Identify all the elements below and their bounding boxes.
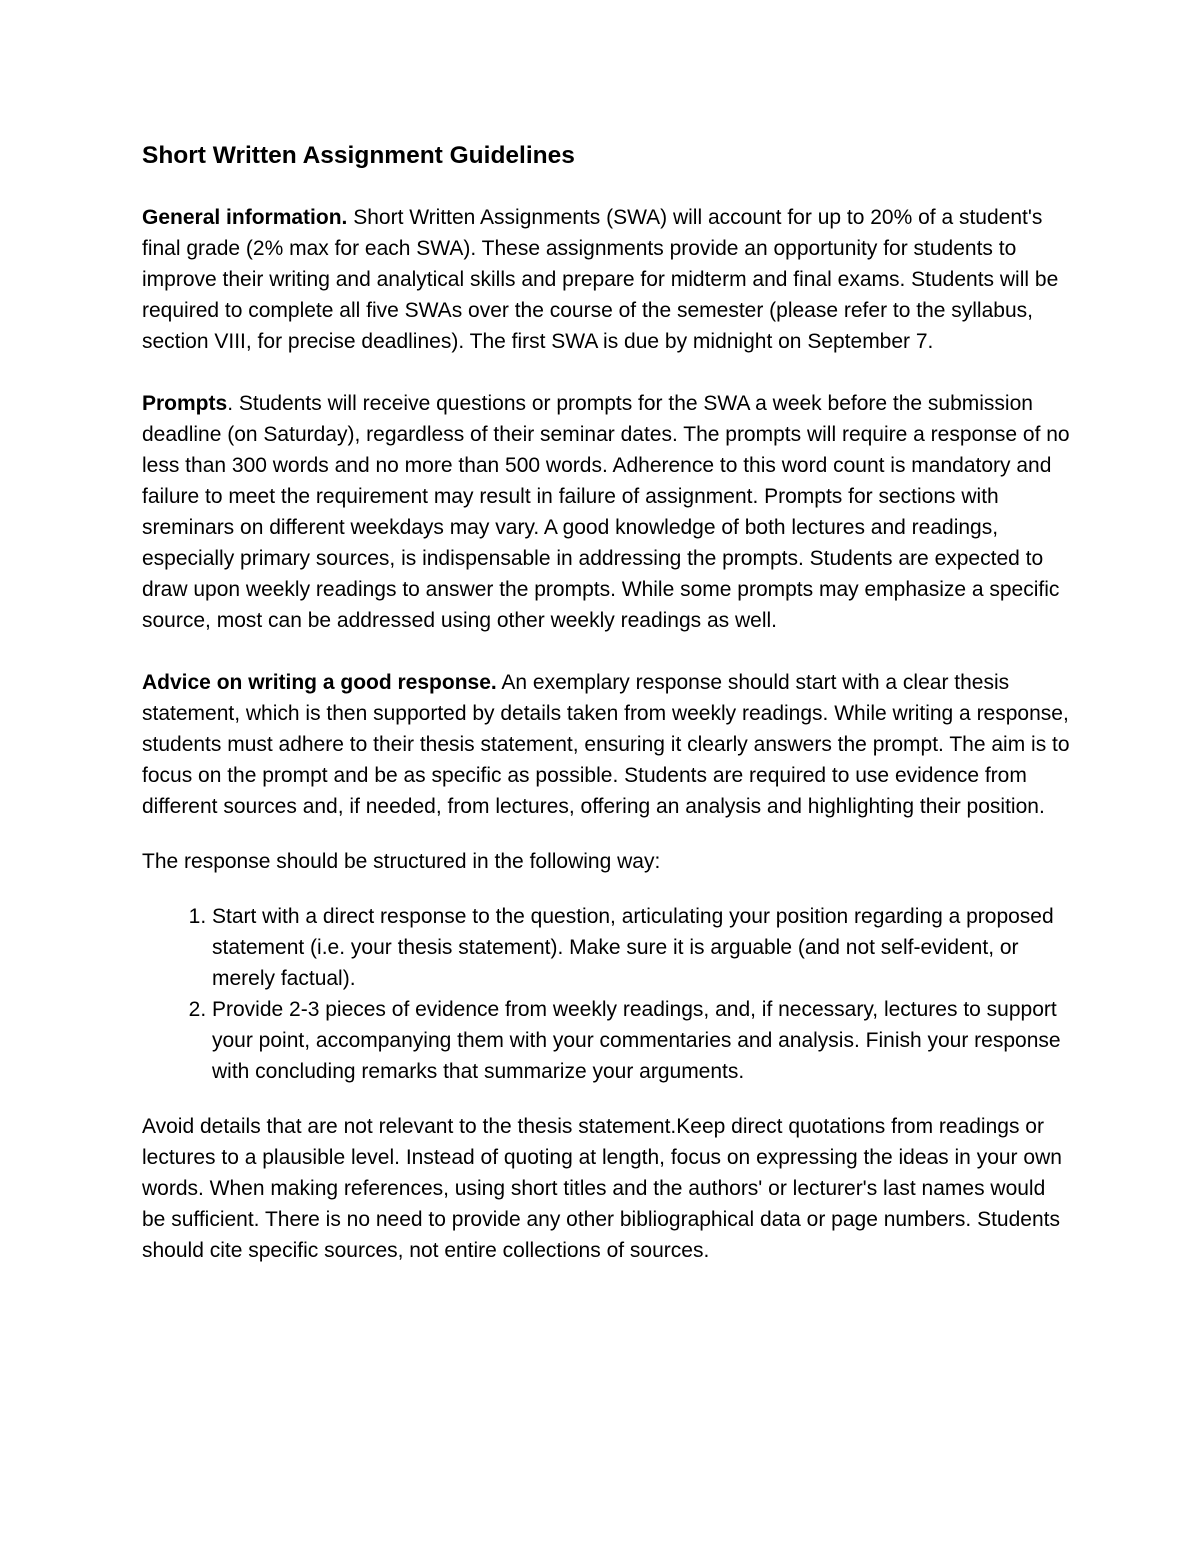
general-information-heading: General information. (142, 206, 348, 229)
page-title: Short Written Assignment Guidelines (142, 142, 575, 169)
closing-paragraph: Avoid details that are not relevant to the thesis statement.Keep direct quotations from readings or lectures to a plausible level. Instead of quoting at length, focus on expressing the ideas in your own words. When making references, using short titles and the authors' or lecturer's last names would be sufficient. There is no need to provide any other bibliographical data or page numbers. Students should cite specific sources, not entire collections of sources. (142, 1115, 1062, 1262)
advice-text: An exemplary response should start with a clear thesis statement, which is then supported by details taken from weekly readings. While writing a response, students must adhere to their thesis statement, ensuring it clearly answers the prompt. The aim is to focus on the prompt and be as specific as possible. Students are required to use evidence from different sources and, if needed, from lectures, offering an analysis and highlighting their position. (142, 671, 1070, 818)
advice-heading: Advice on writing a good response. (142, 671, 497, 694)
prompts-text: . Students will receive questions or prompts for the SWA a week before the submission deadline (on Saturday), regardless of their seminar dates. The prompts will require a response of no less than 300 words and no more than 500 words. Adherence to this word count is mandatory and failure to meet the requirement may result in failure of assignment. Prompts for sections with sreminars on different weekdays may vary. A good knowledge of both lectures and readings, especially primary sources, is indispensable in addressing the prompts. Students are expected to draw upon weekly readings to answer the prompts. While some prompts may emphasize a specific source, most can be addressed using other weekly readings as well. (142, 392, 1070, 632)
advice-paragraph (142, 667, 1072, 822)
list-item: 1. Start with a direct response to the question, articulating your position regarding a proposed statement (i.e. your thesis statement). Make sure it is arguable (and not self-evident, or merely factual). (212, 901, 1072, 994)
document-page (142, 138, 1072, 1297)
prompts-paragraph (142, 388, 1072, 636)
structure-list (142, 901, 1072, 1087)
structure-intro: The response should be structured in the following way: (142, 850, 661, 873)
prompts-heading: Prompts (142, 392, 228, 415)
general-information-paragraph (142, 202, 1072, 357)
list-item: 2. Provide 2-3 pieces of evidence from weekly readings, and, if necessary, lectures to support your point, accompanying them with your commentaries and analysis. Finish your response with concluding remarks that summarize your arguments. (212, 994, 1072, 1087)
general-information-text: Short Written Assignments (SWA) will account for up to 20% of a student's final grade (2% max for each SWA). These assignments provide an opportunity for students to improve their writing and analytical skills and prepare for midterm and final exams. Students will be required to complete all five SWAs over the course of the semester (please refer to the syllabus, section VIII, for precise deadlines). The first SWA is due by midnight on September 7. (142, 206, 1059, 353)
